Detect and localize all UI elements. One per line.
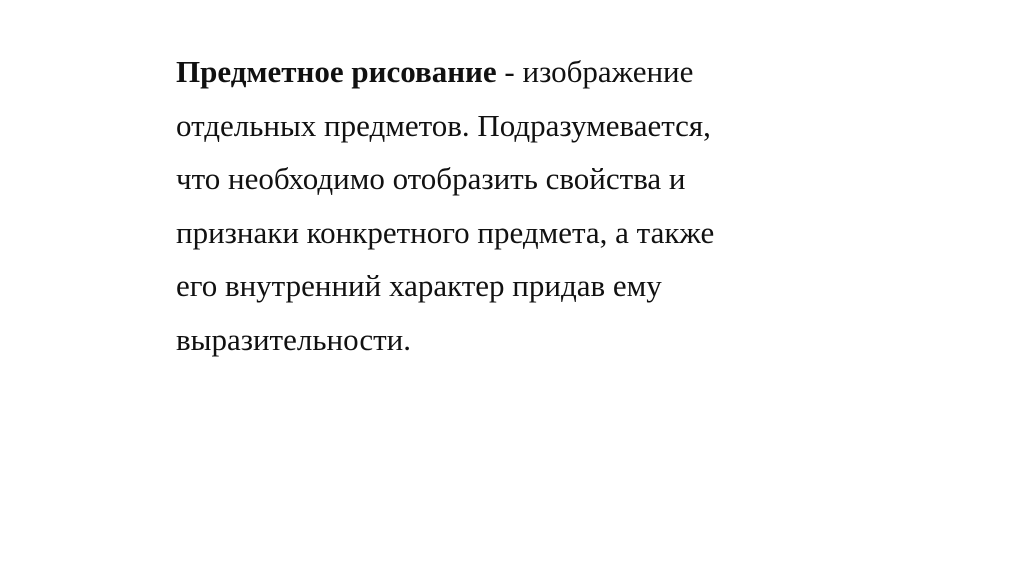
definition-paragraph xyxy=(176,45,876,366)
text-line-4: признаки конкретного предмета, а также xyxy=(176,214,715,250)
definition-term: Предметное рисование xyxy=(176,54,497,89)
definition-text-1: - изображение xyxy=(496,54,694,89)
text-line-5: его внутренний характер придав ему xyxy=(176,268,662,303)
text-line-3: что необходимо отобразить свойства и xyxy=(176,161,686,196)
text-line-6: выразительности. xyxy=(176,321,411,357)
text-line-1 xyxy=(176,45,876,99)
text-line-2: отдельных предметов. Подразумевается, xyxy=(176,107,711,143)
